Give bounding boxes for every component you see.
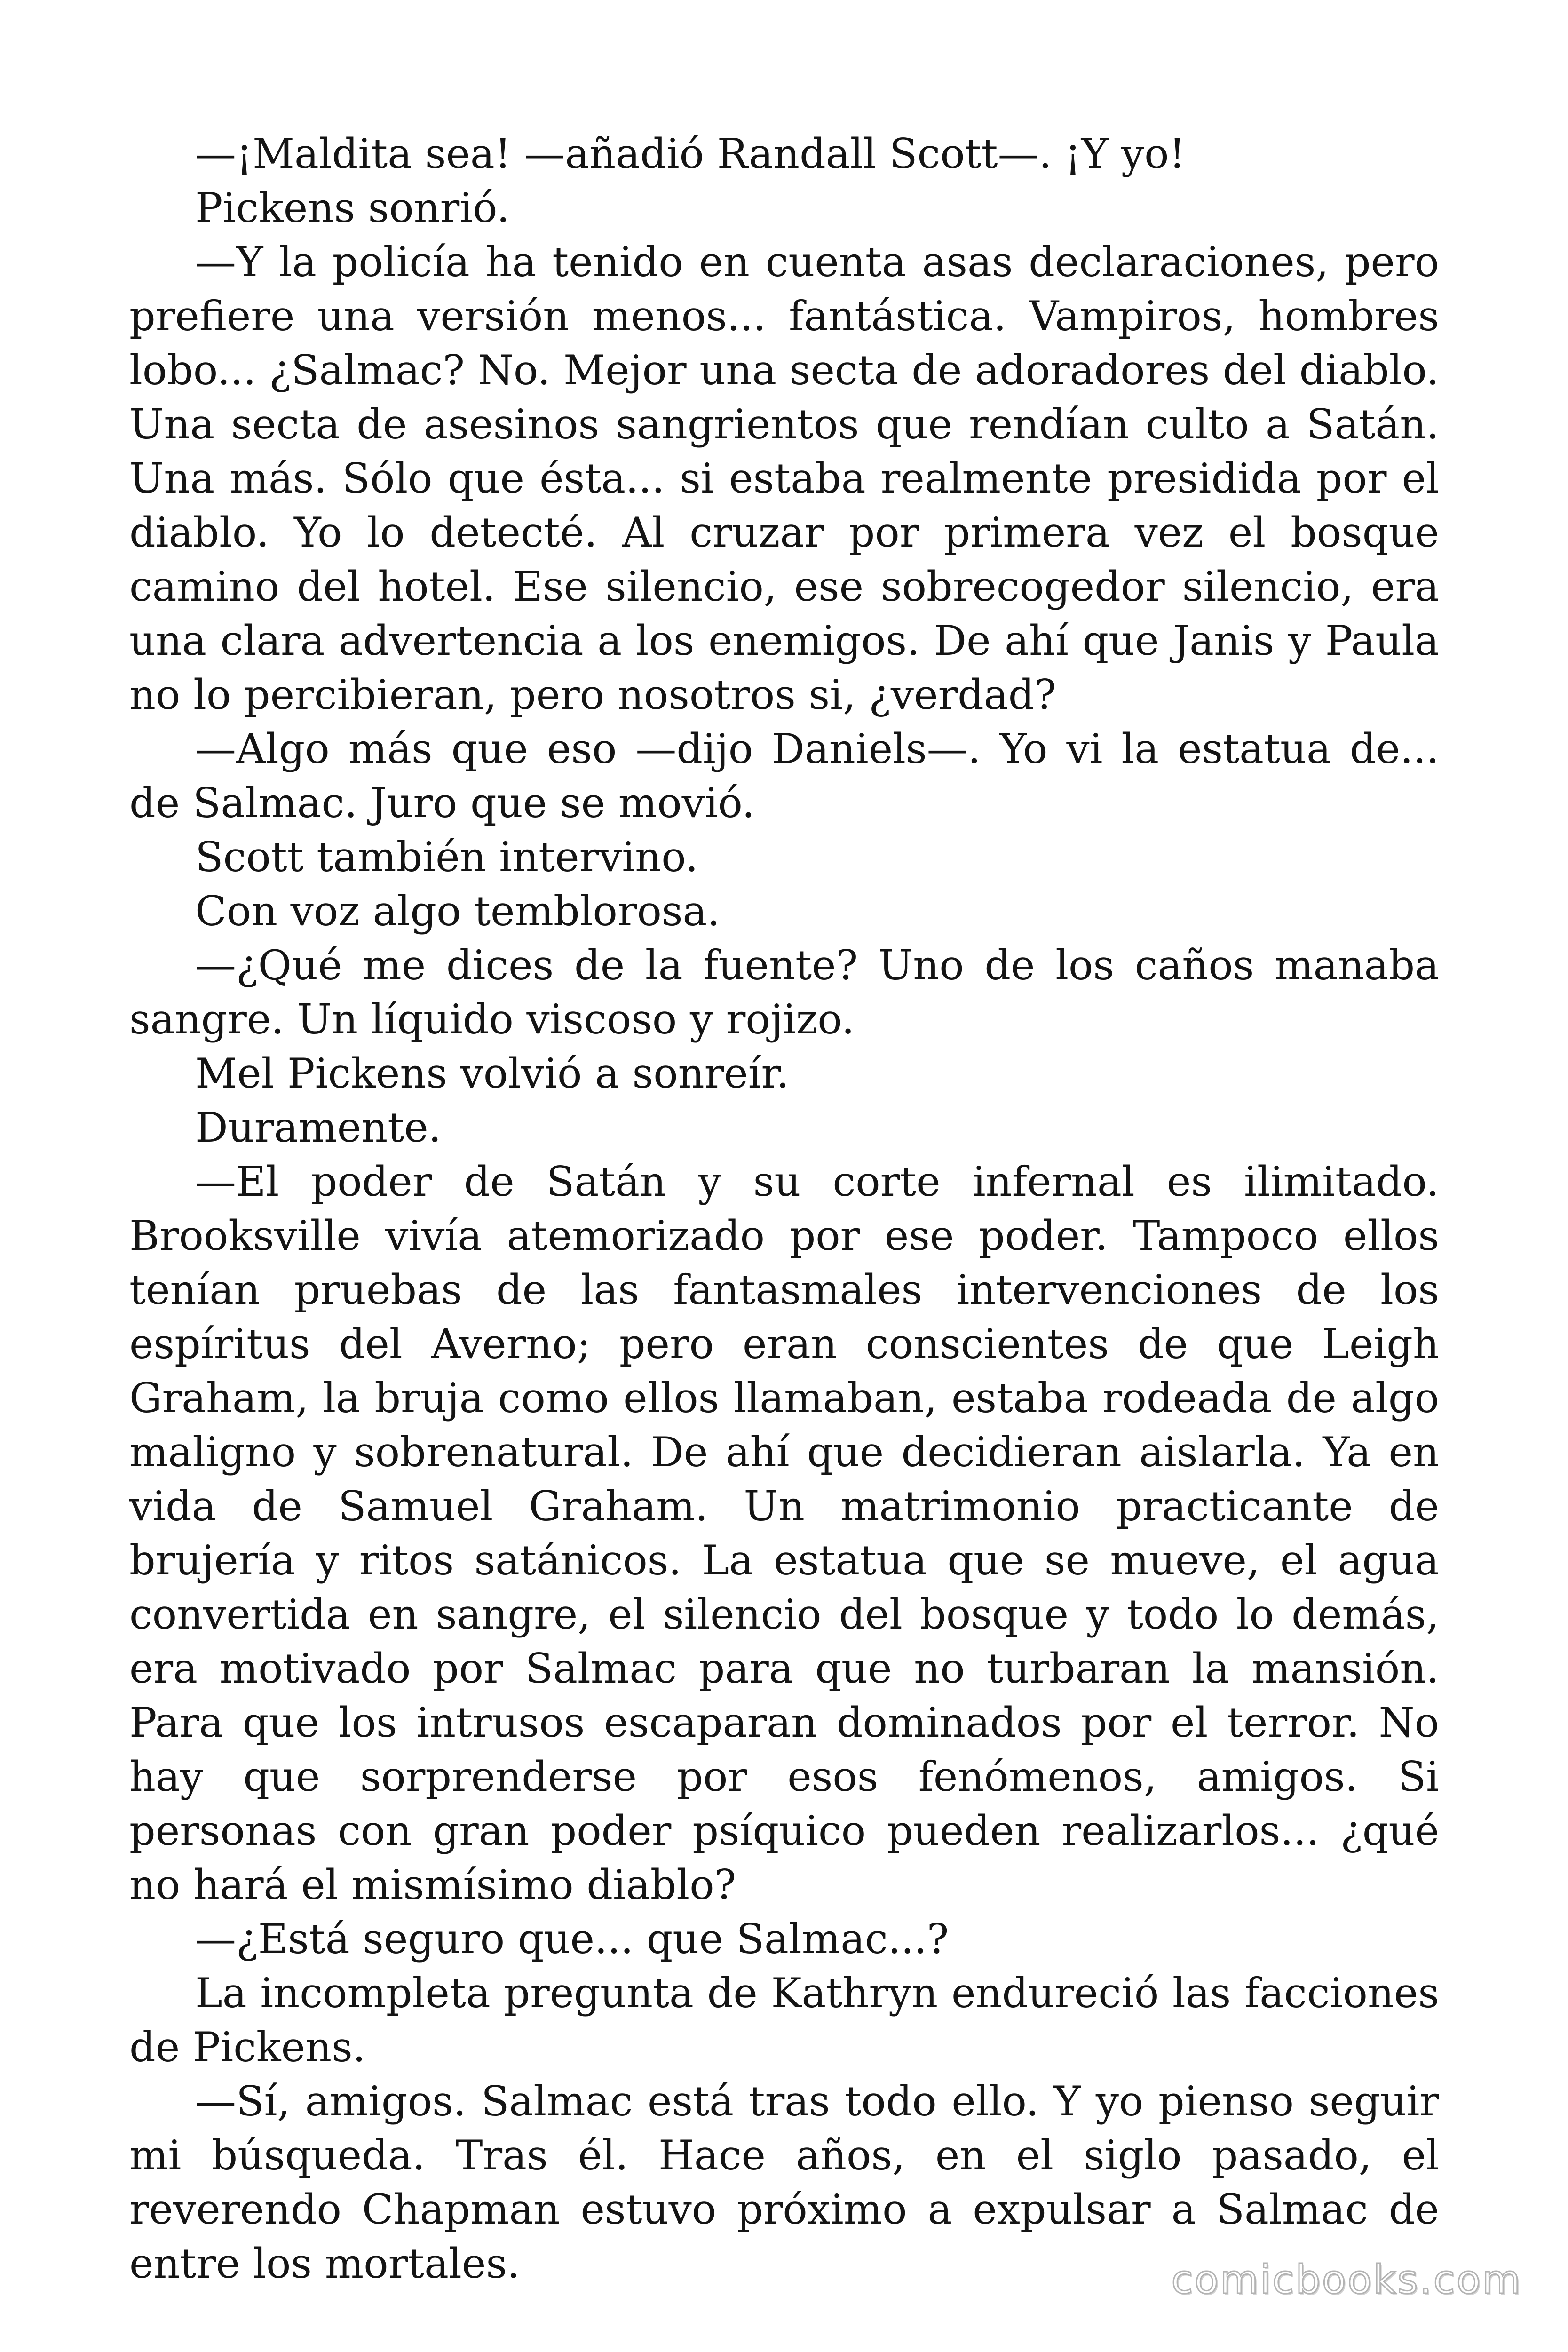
- paragraph: Con voz algo temblorosa.: [195, 887, 721, 935]
- paragraph: —¿Qué me dices de la fuente? Uno de los caños manaba sangre. Un líquido viscoso y rojizo.: [129, 941, 1439, 1043]
- paragraph: Duramente.: [195, 1104, 442, 1152]
- paragraph: —Algo más que eso —dijo Daniels—. Yo vi la estatua de... de Salmac. Juro que se movió.: [129, 725, 1439, 827]
- paragraph: La incompleta pregunta de Kathryn endureció las facciones de Pickens.: [129, 1969, 1439, 2071]
- paragraph: —¡Maldita sea! —añadió Randall Scott—. ¡Y yo!: [195, 130, 1186, 178]
- paragraph: —El poder de Satán y su corte infernal es ilimitado. Brooksville vivía atemorizado por ese poder. Tampoco ellos tenían pruebas de las fantasmales intervenciones de los espíritus del Averno; pero eran conscientes de que Leigh Graham, la bruja como ellos llamaban, estaba rodeada de algo maligno y sobrenatural. De ahí que decidieran aislarla. Ya en vida de Samuel Graham. Un matrimonio practicante de brujería y ritos satánicos. La estatua que se mueve, el agua convertida en sangre, el silencio del bosque y todo lo demás, era motivado por Salmac para que no turbaran la mansión. Para que los intrusos escaparan dominados por el terror. No hay que sorprenderse por esos fenómenos, amigos. Si personas con gran poder psíquico pueden realizarlos... ¿qué no hará el mismísimo diablo?: [129, 1158, 1439, 1909]
- paragraph: Mel Pickens volvió a sonreír.: [195, 1049, 790, 1097]
- paragraph: —Sí, amigos. Salmac está tras todo ello. Y yo pienso seguir mi búsqueda. Tras él. Hace años, en el siglo pasado, el reverendo Chapman estuvo próximo a expulsar a Salmac de entre los mortales.: [129, 2077, 1439, 2288]
- paragraph: Pickens sonrió.: [195, 184, 510, 232]
- book-page-text: [129, 127, 1439, 2291]
- paragraph: —Y la policía ha tenido en cuenta asas declaraciones, pero prefiere una versión menos... fantástica. Vampiros, hombres lobo... ¿Salmac? No. Mejor una secta de adoradores del diablo. Una secta de asesinos sangrientos que rendían culto a Satán. Una más. Sólo que ésta... si estaba realmente presidida por el diablo. Yo lo detecté. Al cruzar por primera vez el bosque camino del hotel. Ese silencio, ese sobrecogedor silencio, era una clara advertencia a los enemigos. De ahí que Janis y Paula no lo percibieran, pero nosotros si, ¿verdad?: [129, 238, 1439, 719]
- watermark: comicbooks.com: [1171, 2257, 1522, 2303]
- paragraph: Scott también intervino.: [195, 833, 698, 881]
- paragraph: —¿Está seguro que... que Salmac...?: [195, 1915, 949, 1963]
